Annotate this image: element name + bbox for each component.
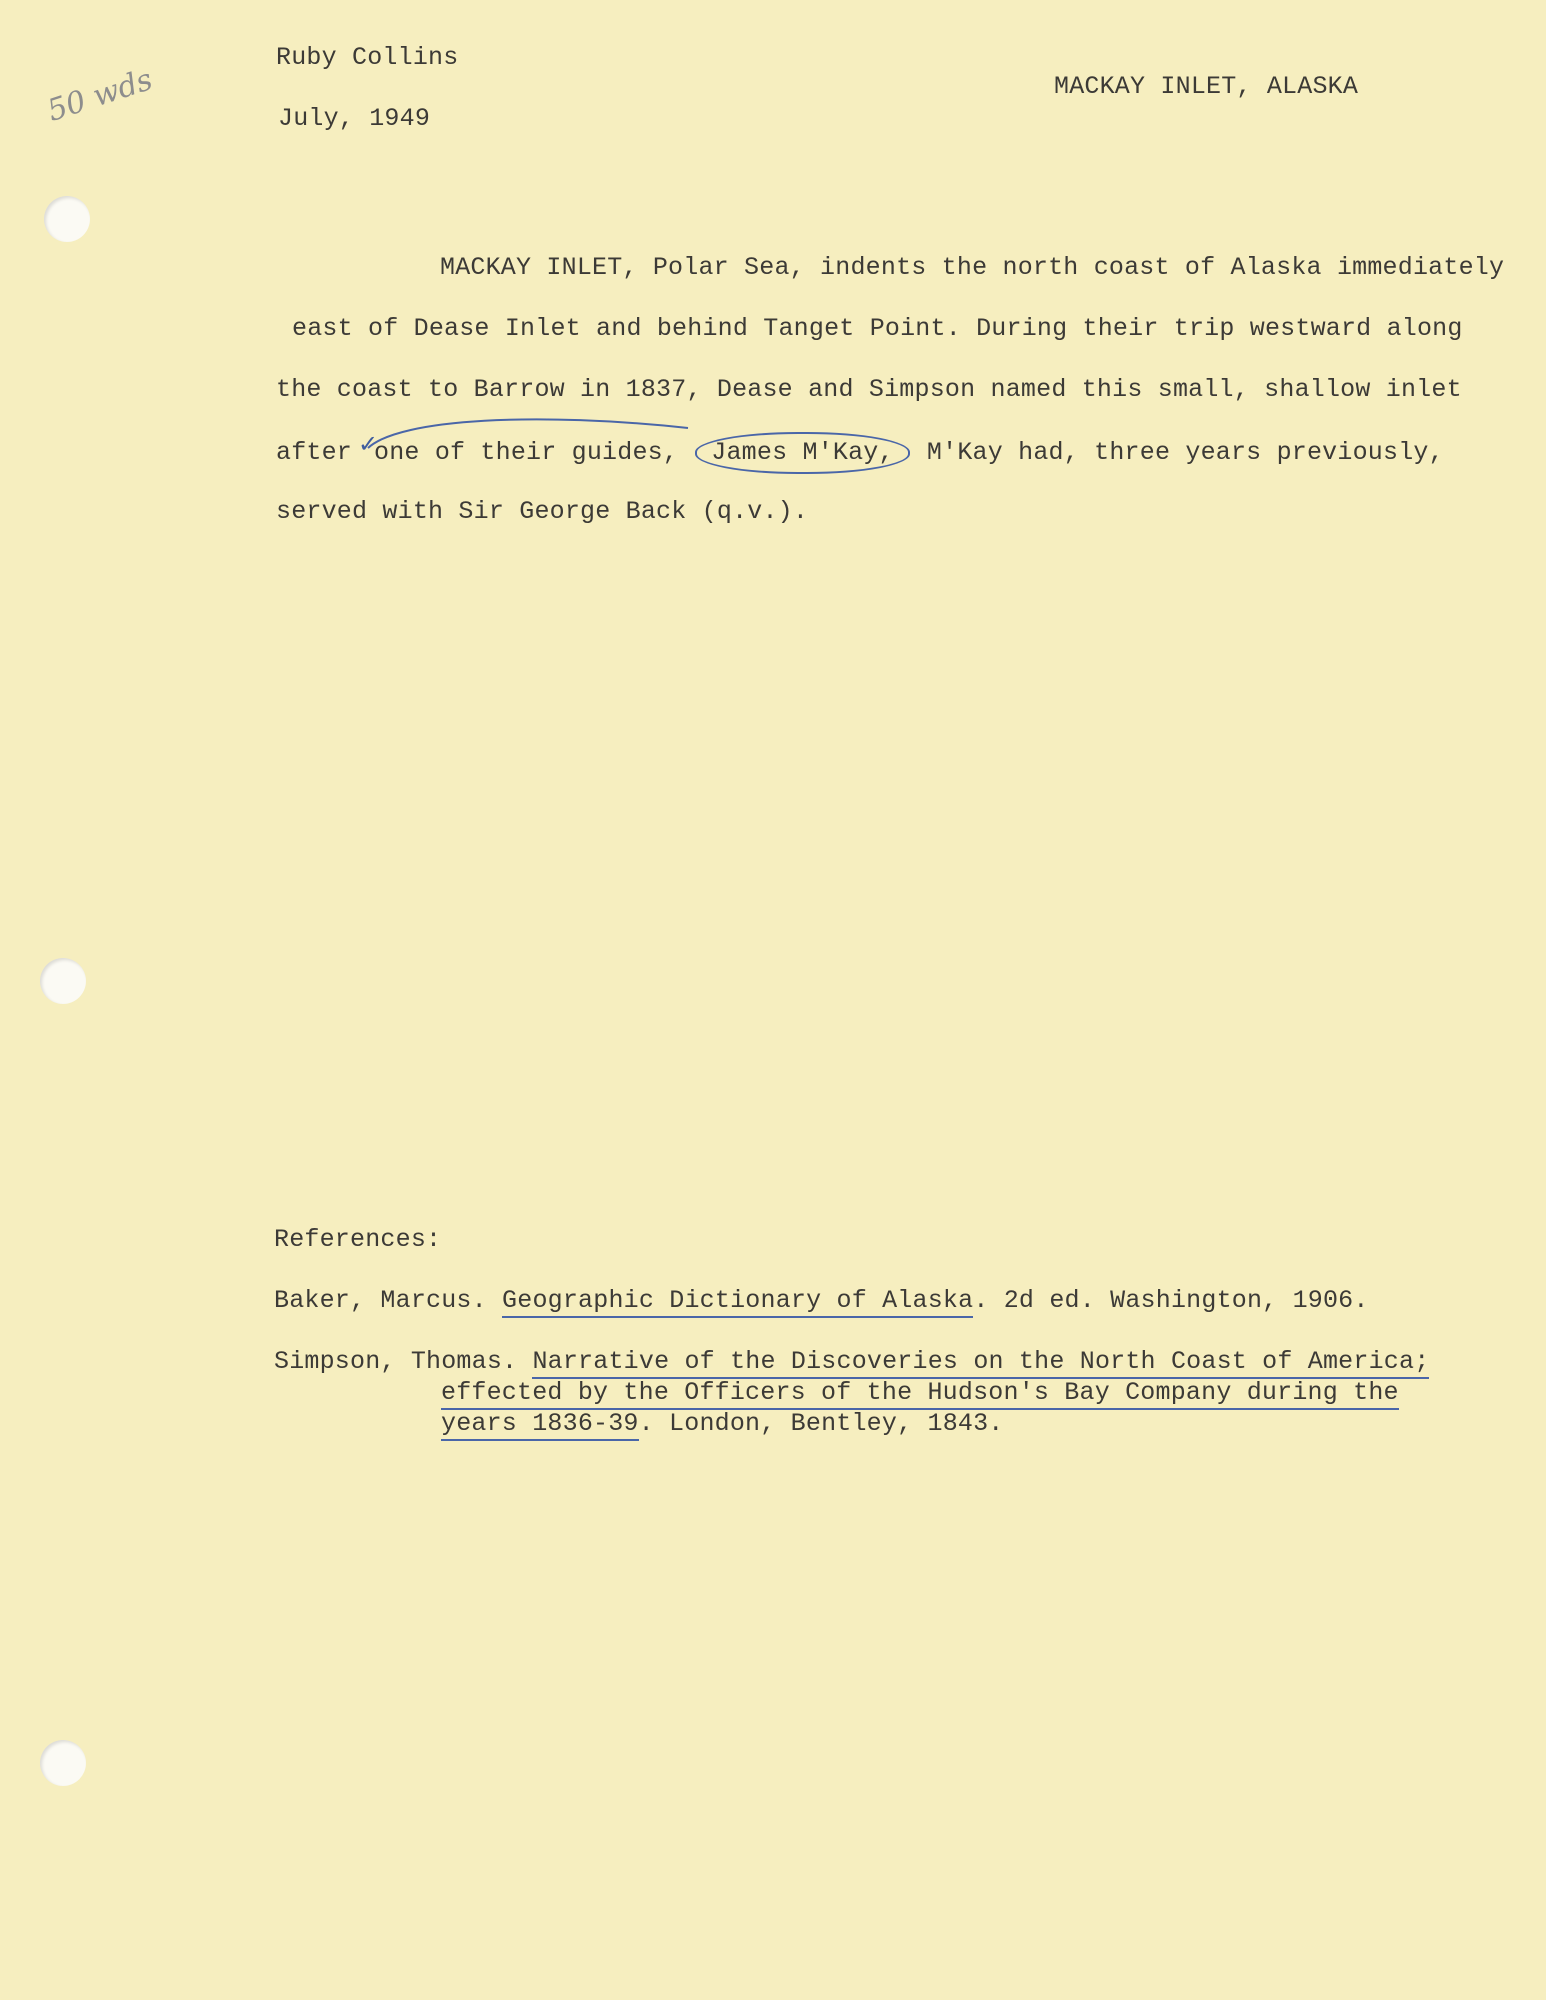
body-line-2: east of Dease Inlet and behind Tanget Point. During their trip westward along <box>292 314 1463 343</box>
page-title: MACKAY INLET, ALASKA <box>1054 72 1359 101</box>
body-line-1: MACKAY INLET, Polar Sea, indents the north coast of Alaska immediately <box>440 253 1505 282</box>
reference-2-line-2 <box>441 1378 1399 1408</box>
reference-1-rest: . 2d ed. Washington, 1906. <box>973 1286 1369 1315</box>
reference-2-rest: . London, Bentley, 1843. <box>638 1409 1004 1438</box>
body-line-5: served with Sir George Back (q.v.). <box>276 497 809 526</box>
margin-note: 50 wds <box>43 62 157 129</box>
body-line-4-after: M'Kay had, three years previously, <box>926 438 1444 467</box>
reference-1-author: Baker, Marcus. <box>274 1286 487 1315</box>
references-heading: References: <box>274 1225 442 1254</box>
author-name: Ruby Collins <box>276 43 459 72</box>
body-line-4-mid: one of their guides, <box>374 438 679 467</box>
body-line-3: the coast to Barrow in 1837, Dease and Simpson named this small, shallow inlet <box>276 375 1462 404</box>
body-line-4-before: after <box>276 438 353 467</box>
reference-2-line-3 <box>441 1409 1004 1439</box>
reference-2-author: Simpson, Thomas. <box>274 1347 518 1376</box>
reference-1 <box>274 1286 1369 1316</box>
reference-1-title: Geographic Dictionary of Alaska <box>502 1286 973 1318</box>
reference-2-title-line-1: Narrative of the Discoveries on the North Coast of America; <box>532 1347 1429 1379</box>
date-line: July, 1949 <box>278 104 431 133</box>
circled-name: James M'Kay, <box>695 432 909 474</box>
reference-2-title-line-2: effected by the Officers of the Hudson's Bay Company during the <box>441 1378 1399 1410</box>
insertion-check-mark-icon: ✓ <box>358 430 379 458</box>
reference-2-line-1 <box>274 1347 1429 1377</box>
reference-2-title-line-3: years 1836-39 <box>441 1409 639 1441</box>
